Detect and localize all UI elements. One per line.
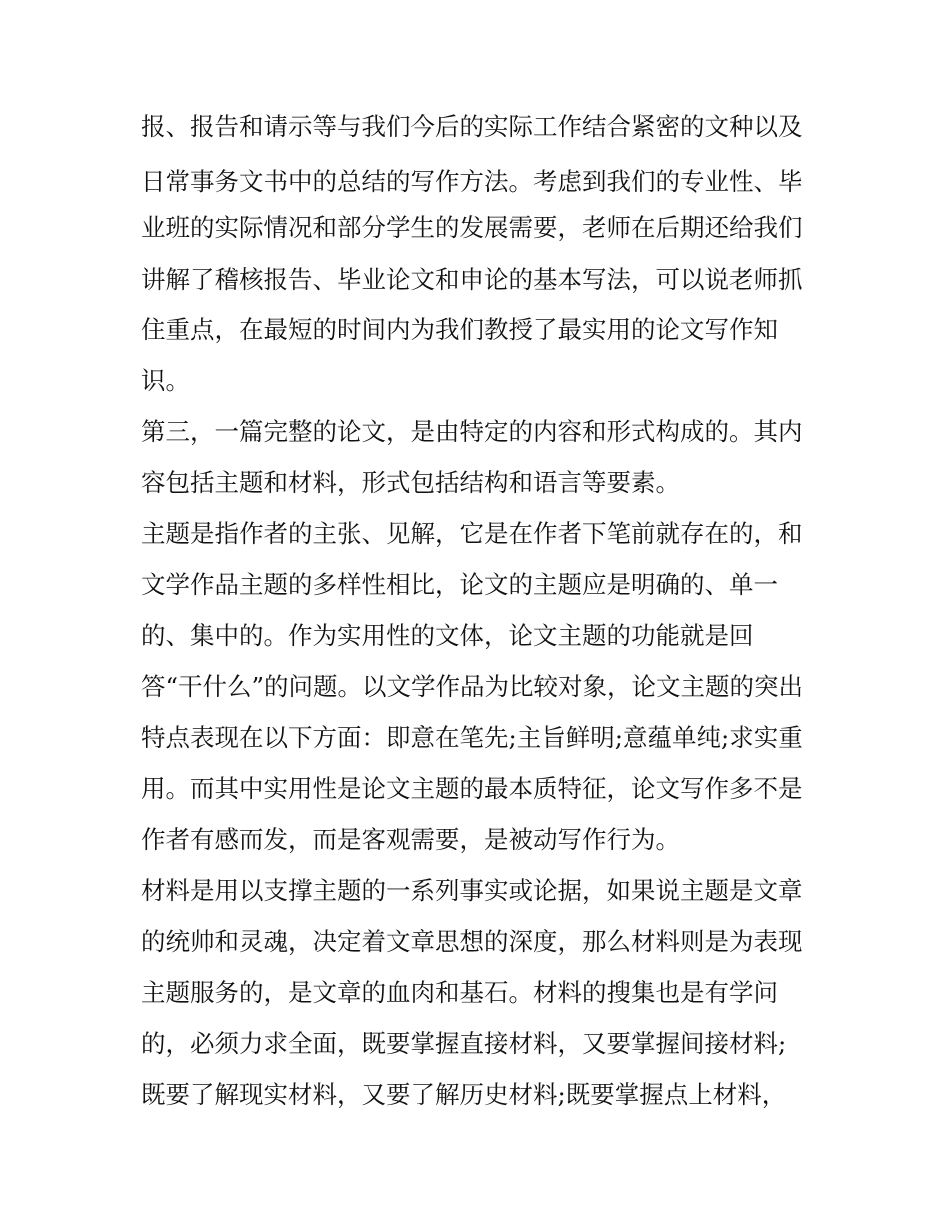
text-line: 住重点，在最短的时间内为我们教授了最实用的论文写作知: [141, 315, 778, 344]
text-line: 业班的实际情况和部分学生的发展需要，老师在后期还给我们: [141, 213, 803, 242]
text-line: 识。: [141, 366, 190, 395]
text-line: 的、集中的。作为实用性的文体，论文主题的功能就是回: [141, 621, 754, 650]
text-line: 第三，一篇完整的论文，是由特定的内容和形式构成的。其内: [141, 417, 803, 446]
text-line: 用。而其中实用性是论文主题的最本质特征，论文写作多不是: [141, 774, 803, 803]
text-line: 的，必须力求全面，既要掌握直接材料，又要掌握间接材料;: [141, 1029, 787, 1058]
text-line: 答“干什么”的问题。以文学作品为比较对象，论文主题的突出: [141, 672, 804, 701]
text-line: 特点表现在以下方面：即意在笔先;主旨鲜明;意蕴单纯;求实重: [141, 723, 803, 752]
text-line: 容包括主题和材料，形式包括结构和语言等要素。: [141, 468, 680, 497]
text-line: 文学作品主题的多样性相比，论文的主题应是明确的、单一: [141, 570, 778, 599]
text-line: 主题服务的，是文章的血肉和基石。材料的搜集也是有学问: [141, 978, 778, 1007]
text-line: 日常事务文书中的总结的写作方法。考虑到我们的专业性、毕: [141, 167, 803, 196]
text-line: 作者有感而发，而是客观需要，是被动写作行为。: [141, 825, 680, 854]
text-line: 既要了解现实材料，又要了解历史材料;既要掌握点上材料，: [141, 1080, 787, 1109]
text-line: 的统帅和灵魂，决定着文章思想的深度，那么材料则是为表现: [141, 927, 803, 956]
text-line: 报、报告和请示等与我们今后的实际工作结合紧密的文种以及: [141, 112, 803, 141]
text-line: 主题是指作者的主张、见解，它是在作者下笔前就存在的，和: [141, 519, 803, 548]
text-line: 材料是用以支撑主题的一系列事实或论据，如果说主题是文章: [141, 876, 803, 905]
text-line: 讲解了稽核报告、毕业论文和申论的基本写法，可以说老师抓: [141, 265, 803, 294]
